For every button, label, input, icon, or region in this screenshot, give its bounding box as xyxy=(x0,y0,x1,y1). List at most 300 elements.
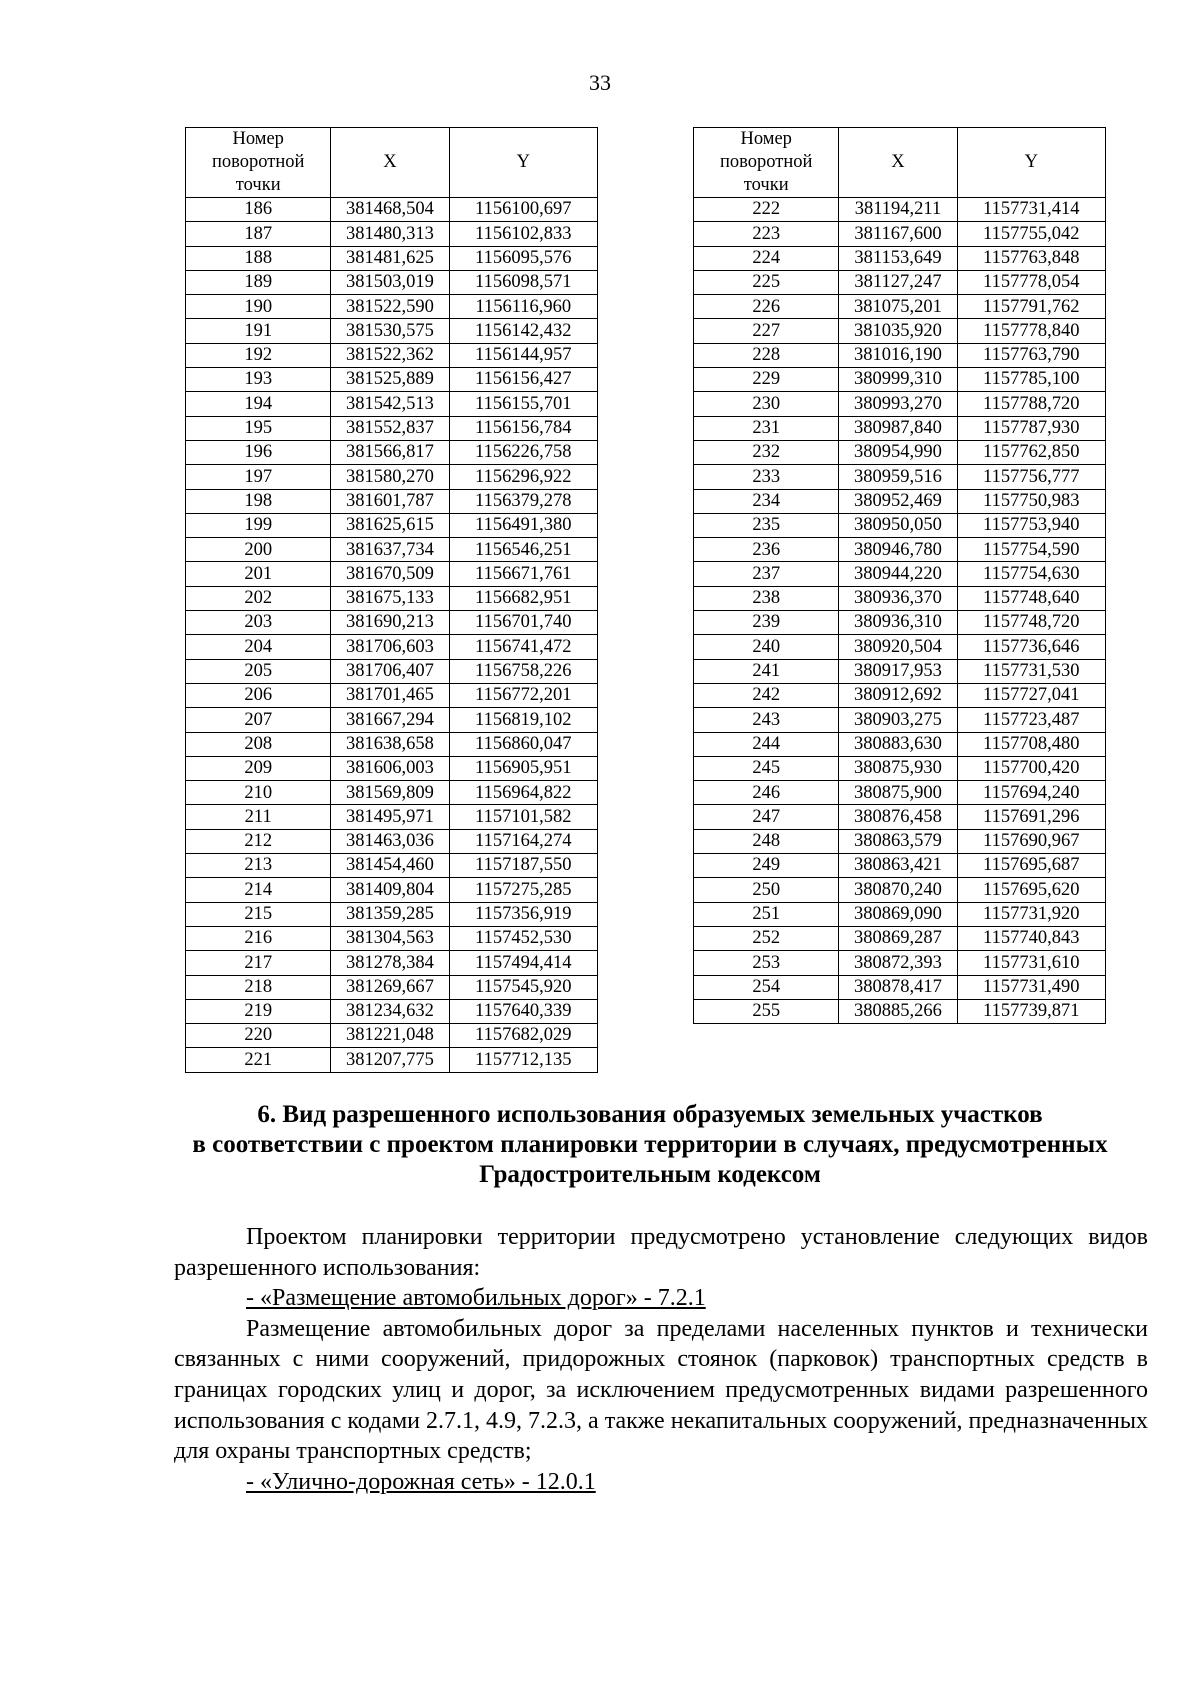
table-row xyxy=(186,659,598,683)
header-point-line2: поворотной xyxy=(720,152,813,172)
y-coordinate-cell: 1157694,240 xyxy=(957,781,1105,805)
point-number-cell: 244 xyxy=(694,732,839,756)
y-coordinate-cell: 1157452,530 xyxy=(449,926,597,950)
y-coordinate-cell: 1156671,761 xyxy=(449,562,597,586)
y-coordinate-cell: 1157787,930 xyxy=(957,416,1105,440)
point-number-cell: 230 xyxy=(694,392,839,416)
y-coordinate-cell: 1157736,646 xyxy=(957,635,1105,659)
table-row xyxy=(694,854,1106,878)
x-coordinate-cell: 381480,313 xyxy=(331,222,449,246)
x-coordinate-cell: 380903,275 xyxy=(839,708,957,732)
point-number-cell: 218 xyxy=(186,975,331,999)
header-point-line1: Номер xyxy=(232,129,284,149)
y-coordinate-cell: 1156546,251 xyxy=(449,538,597,562)
x-coordinate-cell: 381503,019 xyxy=(331,270,449,294)
x-coordinate-cell: 380944,220 xyxy=(839,562,957,586)
y-coordinate-cell: 1157356,919 xyxy=(449,902,597,926)
point-number-cell: 198 xyxy=(186,489,331,513)
table-row xyxy=(186,489,598,513)
point-number-cell: 199 xyxy=(186,513,331,537)
y-coordinate-cell: 1157723,487 xyxy=(957,708,1105,732)
table-row xyxy=(694,198,1106,222)
table-row xyxy=(186,926,598,950)
point-number-cell: 225 xyxy=(694,270,839,294)
table-row xyxy=(694,732,1106,756)
table-row xyxy=(694,222,1106,246)
x-coordinate-cell: 381580,270 xyxy=(331,465,449,489)
point-number-cell: 211 xyxy=(186,805,331,829)
table-row xyxy=(694,465,1106,489)
point-number-cell: 246 xyxy=(694,781,839,805)
point-number-cell: 194 xyxy=(186,392,331,416)
x-coordinate-cell: 380946,780 xyxy=(839,538,957,562)
header-point-line3: точки xyxy=(743,175,789,195)
x-coordinate-cell: 381221,048 xyxy=(331,1024,449,1048)
y-coordinate-cell: 1157691,296 xyxy=(957,805,1105,829)
y-coordinate-cell: 1157755,042 xyxy=(957,222,1105,246)
table-row xyxy=(694,781,1106,805)
point-number-cell: 235 xyxy=(694,513,839,537)
x-coordinate-cell: 381670,509 xyxy=(331,562,449,586)
table-row xyxy=(694,295,1106,319)
x-coordinate-cell: 380875,930 xyxy=(839,756,957,780)
table-row xyxy=(186,416,598,440)
point-number-cell: 196 xyxy=(186,440,331,464)
y-coordinate-cell: 1157753,940 xyxy=(957,513,1105,537)
x-coordinate-cell: 381667,294 xyxy=(331,708,449,732)
table-row xyxy=(186,392,598,416)
use-type-item-2-text: - «Улично-дорожная сеть» - 12.0.1 xyxy=(246,1468,596,1495)
y-coordinate-cell: 1157748,720 xyxy=(957,611,1105,635)
table-row xyxy=(694,440,1106,464)
point-number-cell: 191 xyxy=(186,319,331,343)
y-coordinate-cell: 1156758,226 xyxy=(449,659,597,683)
header-point-number xyxy=(186,128,331,198)
y-coordinate-cell: 1157763,848 xyxy=(957,246,1105,270)
y-coordinate-cell: 1156772,201 xyxy=(449,683,597,707)
header-x: X xyxy=(331,128,449,198)
table-row xyxy=(694,902,1106,926)
x-coordinate-cell: 381552,837 xyxy=(331,416,449,440)
table-row xyxy=(186,708,598,732)
table-row xyxy=(186,611,598,635)
point-number-cell: 248 xyxy=(694,829,839,853)
point-number-cell: 239 xyxy=(694,611,839,635)
point-number-cell: 255 xyxy=(694,999,839,1023)
table-row xyxy=(186,999,598,1023)
table-row xyxy=(186,683,598,707)
table-row xyxy=(694,489,1106,513)
x-coordinate-cell: 380920,504 xyxy=(839,635,957,659)
x-coordinate-cell: 381194,211 xyxy=(839,198,957,222)
table-row xyxy=(694,586,1106,610)
y-coordinate-cell: 1157700,420 xyxy=(957,756,1105,780)
x-coordinate-cell: 380993,270 xyxy=(839,392,957,416)
table-row xyxy=(186,902,598,926)
point-number-cell: 232 xyxy=(694,440,839,464)
y-coordinate-cell: 1156100,697 xyxy=(449,198,597,222)
table-row xyxy=(694,343,1106,367)
x-coordinate-cell: 381637,734 xyxy=(331,538,449,562)
y-coordinate-cell: 1156226,758 xyxy=(449,440,597,464)
y-coordinate-cell: 1157748,640 xyxy=(957,586,1105,610)
y-coordinate-cell: 1156098,571 xyxy=(449,270,597,294)
y-coordinate-cell: 1156144,957 xyxy=(449,343,597,367)
x-coordinate-cell: 381359,285 xyxy=(331,902,449,926)
x-coordinate-cell: 381468,504 xyxy=(331,198,449,222)
point-number-cell: 204 xyxy=(186,635,331,659)
table-row xyxy=(186,222,598,246)
x-coordinate-cell: 381481,625 xyxy=(331,246,449,270)
y-coordinate-cell: 1157164,274 xyxy=(449,829,597,853)
point-number-cell: 245 xyxy=(694,756,839,780)
x-coordinate-cell: 380952,469 xyxy=(839,489,957,513)
header-y: Y xyxy=(449,128,597,198)
table-row xyxy=(186,635,598,659)
y-coordinate-cell: 1157545,920 xyxy=(449,975,597,999)
x-coordinate-cell: 380883,630 xyxy=(839,732,957,756)
x-coordinate-cell: 380872,393 xyxy=(839,951,957,975)
point-number-cell: 207 xyxy=(186,708,331,732)
point-number-cell: 241 xyxy=(694,659,839,683)
section-body xyxy=(174,1222,1148,1497)
table-row xyxy=(186,1048,598,1072)
table-row xyxy=(186,562,598,586)
y-coordinate-cell: 1157785,100 xyxy=(957,368,1105,392)
x-coordinate-cell: 381706,407 xyxy=(331,659,449,683)
x-coordinate-cell: 380875,900 xyxy=(839,781,957,805)
point-number-cell: 223 xyxy=(694,222,839,246)
y-coordinate-cell: 1157708,480 xyxy=(957,732,1105,756)
x-coordinate-cell: 381207,775 xyxy=(331,1048,449,1072)
table-row xyxy=(694,926,1106,950)
y-coordinate-cell: 1156701,740 xyxy=(449,611,597,635)
y-coordinate-cell: 1156682,951 xyxy=(449,586,597,610)
table-row xyxy=(694,635,1106,659)
table-row xyxy=(694,683,1106,707)
x-coordinate-cell: 381153,649 xyxy=(839,246,957,270)
y-coordinate-cell: 1157695,620 xyxy=(957,878,1105,902)
table-row xyxy=(186,246,598,270)
heading-line-3: Градостроительным кодексом xyxy=(479,1161,821,1188)
table-row xyxy=(694,319,1106,343)
table-row xyxy=(694,805,1106,829)
point-number-cell: 187 xyxy=(186,222,331,246)
x-coordinate-cell: 380869,090 xyxy=(839,902,957,926)
x-coordinate-cell: 381638,658 xyxy=(331,732,449,756)
point-number-cell: 249 xyxy=(694,854,839,878)
table-row xyxy=(186,805,598,829)
point-number-cell: 195 xyxy=(186,416,331,440)
table-row xyxy=(694,829,1106,853)
y-coordinate-cell: 1157756,777 xyxy=(957,465,1105,489)
y-coordinate-cell: 1157740,843 xyxy=(957,926,1105,950)
y-coordinate-cell: 1157690,967 xyxy=(957,829,1105,853)
y-coordinate-cell: 1157763,790 xyxy=(957,343,1105,367)
y-coordinate-cell: 1157778,840 xyxy=(957,319,1105,343)
table-row xyxy=(186,732,598,756)
y-coordinate-cell: 1157788,720 xyxy=(957,392,1105,416)
point-number-cell: 212 xyxy=(186,829,331,853)
y-coordinate-cell: 1156156,427 xyxy=(449,368,597,392)
y-coordinate-cell: 1156296,922 xyxy=(449,465,597,489)
y-coordinate-cell: 1156142,432 xyxy=(449,319,597,343)
point-number-cell: 226 xyxy=(694,295,839,319)
y-coordinate-cell: 1156964,822 xyxy=(449,781,597,805)
table-row xyxy=(694,659,1106,683)
table-row xyxy=(694,416,1106,440)
table-row xyxy=(694,951,1106,975)
x-coordinate-cell: 381701,465 xyxy=(331,683,449,707)
y-coordinate-cell: 1156860,047 xyxy=(449,732,597,756)
x-coordinate-cell: 380863,579 xyxy=(839,829,957,853)
point-number-cell: 242 xyxy=(694,683,839,707)
x-coordinate-cell: 381463,036 xyxy=(331,829,449,853)
point-number-cell: 243 xyxy=(694,708,839,732)
point-number-cell: 231 xyxy=(694,416,839,440)
x-coordinate-cell: 380912,692 xyxy=(839,683,957,707)
header-point-number xyxy=(694,128,839,198)
x-coordinate-cell: 381269,667 xyxy=(331,975,449,999)
y-coordinate-cell: 1157187,550 xyxy=(449,854,597,878)
y-coordinate-cell: 1157739,871 xyxy=(957,999,1105,1023)
point-number-cell: 203 xyxy=(186,611,331,635)
table-row xyxy=(186,440,598,464)
y-coordinate-cell: 1156095,576 xyxy=(449,246,597,270)
point-number-cell: 188 xyxy=(186,246,331,270)
x-coordinate-cell: 380870,240 xyxy=(839,878,957,902)
table-row xyxy=(186,781,598,805)
table-row xyxy=(186,586,598,610)
point-number-cell: 254 xyxy=(694,975,839,999)
y-coordinate-cell: 1157754,590 xyxy=(957,538,1105,562)
y-coordinate-cell: 1157640,339 xyxy=(449,999,597,1023)
header-y: Y xyxy=(957,128,1105,198)
x-coordinate-cell: 381706,603 xyxy=(331,635,449,659)
table-row xyxy=(694,368,1106,392)
table-row xyxy=(694,756,1106,780)
point-number-cell: 192 xyxy=(186,343,331,367)
y-coordinate-cell: 1157731,610 xyxy=(957,951,1105,975)
y-coordinate-cell: 1156379,278 xyxy=(449,489,597,513)
point-number-cell: 190 xyxy=(186,295,331,319)
y-coordinate-cell: 1156905,951 xyxy=(449,756,597,780)
point-number-cell: 227 xyxy=(694,319,839,343)
x-coordinate-cell: 381495,971 xyxy=(331,805,449,829)
x-coordinate-cell: 380936,310 xyxy=(839,611,957,635)
point-number-cell: 209 xyxy=(186,756,331,780)
table-row xyxy=(694,270,1106,294)
table-row xyxy=(186,198,598,222)
y-coordinate-cell: 1156102,833 xyxy=(449,222,597,246)
table-row xyxy=(186,270,598,294)
point-number-cell: 238 xyxy=(694,586,839,610)
y-coordinate-cell: 1157695,687 xyxy=(957,854,1105,878)
x-coordinate-cell: 381606,003 xyxy=(331,756,449,780)
y-coordinate-cell: 1156741,472 xyxy=(449,635,597,659)
point-number-cell: 205 xyxy=(186,659,331,683)
y-coordinate-cell: 1157731,530 xyxy=(957,659,1105,683)
point-number-cell: 240 xyxy=(694,635,839,659)
y-coordinate-cell: 1157731,920 xyxy=(957,902,1105,926)
point-number-cell: 208 xyxy=(186,732,331,756)
header-point-line3: точки xyxy=(235,175,281,195)
x-coordinate-cell: 380863,421 xyxy=(839,854,957,878)
x-coordinate-cell: 381409,804 xyxy=(331,878,449,902)
x-coordinate-cell: 381075,201 xyxy=(839,295,957,319)
table-row xyxy=(186,756,598,780)
y-coordinate-cell: 1157682,029 xyxy=(449,1024,597,1048)
table-row xyxy=(186,538,598,562)
point-number-cell: 197 xyxy=(186,465,331,489)
point-number-cell: 213 xyxy=(186,854,331,878)
x-coordinate-cell: 381542,513 xyxy=(331,392,449,416)
x-coordinate-cell: 381530,575 xyxy=(331,319,449,343)
x-coordinate-cell: 381690,213 xyxy=(331,611,449,635)
x-coordinate-cell: 381278,384 xyxy=(331,951,449,975)
point-number-cell: 186 xyxy=(186,198,331,222)
y-coordinate-cell: 1157275,285 xyxy=(449,878,597,902)
point-number-cell: 234 xyxy=(694,489,839,513)
point-number-cell: 217 xyxy=(186,951,331,975)
x-coordinate-cell: 380876,458 xyxy=(839,805,957,829)
point-number-cell: 236 xyxy=(694,538,839,562)
point-number-cell: 229 xyxy=(694,368,839,392)
x-coordinate-cell: 381625,615 xyxy=(331,513,449,537)
y-coordinate-cell: 1157101,582 xyxy=(449,805,597,829)
point-number-cell: 228 xyxy=(694,343,839,367)
point-number-cell: 189 xyxy=(186,270,331,294)
y-coordinate-cell: 1156819,102 xyxy=(449,708,597,732)
table-row xyxy=(694,878,1106,902)
point-number-cell: 222 xyxy=(694,198,839,222)
x-coordinate-cell: 380878,417 xyxy=(839,975,957,999)
table-row xyxy=(694,513,1106,537)
x-coordinate-cell: 381454,460 xyxy=(331,854,449,878)
table-row xyxy=(694,246,1106,270)
use-type-item-2 xyxy=(174,1467,1148,1498)
intro-paragraph: Проектом планировки территории предусмотрено установление следующих видов разрешенного использования: xyxy=(174,1224,1148,1281)
use-type-item-1 xyxy=(174,1283,1148,1314)
x-coordinate-cell: 380959,516 xyxy=(839,465,957,489)
y-coordinate-cell: 1157750,983 xyxy=(957,489,1105,513)
point-number-cell: 247 xyxy=(694,805,839,829)
y-coordinate-cell: 1156155,701 xyxy=(449,392,597,416)
y-coordinate-cell: 1157791,762 xyxy=(957,295,1105,319)
table-row xyxy=(186,1024,598,1048)
point-number-cell: 221 xyxy=(186,1048,331,1072)
x-coordinate-cell: 380999,310 xyxy=(839,368,957,392)
x-coordinate-cell: 381522,362 xyxy=(331,343,449,367)
x-coordinate-cell: 380954,990 xyxy=(839,440,957,464)
table-row xyxy=(186,319,598,343)
x-coordinate-cell: 380936,370 xyxy=(839,586,957,610)
x-coordinate-cell: 380987,840 xyxy=(839,416,957,440)
x-coordinate-cell: 380917,953 xyxy=(839,659,957,683)
point-number-cell: 193 xyxy=(186,368,331,392)
heading-line-1: 6. Вид разрешенного использования образуемых земельных участков xyxy=(257,1101,1043,1128)
x-coordinate-cell: 381167,600 xyxy=(839,222,957,246)
point-number-cell: 200 xyxy=(186,538,331,562)
y-coordinate-cell: 1157754,630 xyxy=(957,562,1105,586)
x-coordinate-cell: 381522,590 xyxy=(331,295,449,319)
x-coordinate-cell: 381566,817 xyxy=(331,440,449,464)
header-x: X xyxy=(839,128,957,198)
y-coordinate-cell: 1157778,054 xyxy=(957,270,1105,294)
table-row xyxy=(694,708,1106,732)
x-coordinate-cell: 381525,889 xyxy=(331,368,449,392)
y-coordinate-cell: 1156116,960 xyxy=(449,295,597,319)
y-coordinate-cell: 1156156,784 xyxy=(449,416,597,440)
table-row xyxy=(186,951,598,975)
table-row xyxy=(186,368,598,392)
x-coordinate-cell: 381601,787 xyxy=(331,489,449,513)
table-row xyxy=(694,611,1106,635)
y-coordinate-cell: 1157494,414 xyxy=(449,951,597,975)
x-coordinate-cell: 380869,287 xyxy=(839,926,957,950)
y-coordinate-cell: 1157712,135 xyxy=(449,1048,597,1072)
y-coordinate-cell: 1157727,041 xyxy=(957,683,1105,707)
x-coordinate-cell: 381304,563 xyxy=(331,926,449,950)
point-number-cell: 202 xyxy=(186,586,331,610)
use-type-item-1-text: - «Размещение автомобильных дорог» - 7.2.1 xyxy=(246,1285,706,1312)
y-coordinate-cell: 1157731,490 xyxy=(957,975,1105,999)
y-coordinate-cell: 1157731,414 xyxy=(957,198,1105,222)
table-row xyxy=(186,295,598,319)
header-point-line2: поворотной xyxy=(212,152,305,172)
point-number-cell: 201 xyxy=(186,562,331,586)
coordinates-table-left xyxy=(185,127,598,1073)
table-row xyxy=(186,829,598,853)
y-coordinate-cell: 1156491,380 xyxy=(449,513,597,537)
page-number: 33 xyxy=(589,70,611,95)
x-coordinate-cell: 380950,050 xyxy=(839,513,957,537)
y-coordinate-cell: 1157762,850 xyxy=(957,440,1105,464)
table-row xyxy=(694,999,1106,1023)
point-number-cell: 206 xyxy=(186,683,331,707)
x-coordinate-cell: 381127,247 xyxy=(839,270,957,294)
point-number-cell: 251 xyxy=(694,902,839,926)
point-number-cell: 253 xyxy=(694,951,839,975)
x-coordinate-cell: 381234,632 xyxy=(331,999,449,1023)
point-number-cell: 220 xyxy=(186,1024,331,1048)
table-row xyxy=(186,975,598,999)
x-coordinate-cell: 380885,266 xyxy=(839,999,957,1023)
x-coordinate-cell: 381035,920 xyxy=(839,319,957,343)
table-row xyxy=(186,465,598,489)
table-row xyxy=(186,854,598,878)
table-body-left xyxy=(186,198,598,1073)
coordinates-table-right xyxy=(693,127,1106,1024)
point-number-cell: 215 xyxy=(186,902,331,926)
table-row xyxy=(694,975,1106,999)
table-row xyxy=(186,878,598,902)
table-body-right xyxy=(694,198,1106,1024)
x-coordinate-cell: 381016,190 xyxy=(839,343,957,367)
point-number-cell: 219 xyxy=(186,999,331,1023)
point-number-cell: 210 xyxy=(186,781,331,805)
table-row xyxy=(694,562,1106,586)
description-paragraph: Размещение автомобильных дорог за пределами населенных пунктов и технически связанных с ними сооружений, придорожных стоянок (парковок) транспортных средств в границах городских улиц и дорог, за исключением предусмотренных видами разрешенного использования с кодами 2.7.1, 4.9, 7.2.3, а также некапитальных сооружений, предназначенных для охраны транспортных средств; xyxy=(174,1315,1148,1465)
section-heading xyxy=(150,1100,1150,1190)
heading-line-2: в соответствии с проектом планировки территории в случаях, предусмотренных xyxy=(192,1131,1108,1158)
point-number-cell: 224 xyxy=(694,246,839,270)
point-number-cell: 214 xyxy=(186,878,331,902)
x-coordinate-cell: 381675,133 xyxy=(331,586,449,610)
x-coordinate-cell: 381569,809 xyxy=(331,781,449,805)
point-number-cell: 250 xyxy=(694,878,839,902)
table-row xyxy=(186,343,598,367)
